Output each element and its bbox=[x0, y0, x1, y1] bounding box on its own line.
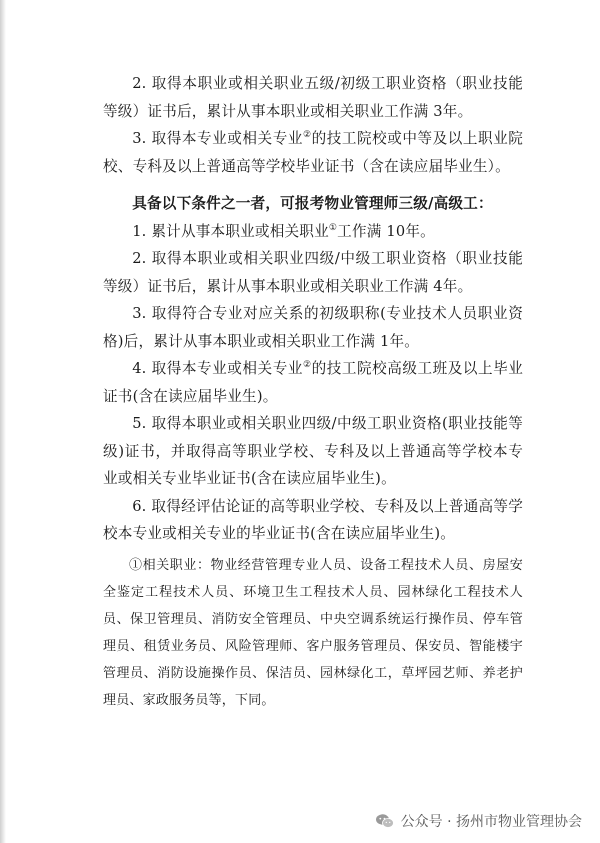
document-body bbox=[103, 70, 523, 714]
paragraph-item-4: 2. 取得本职业或相关职业四级/中级工职业资格（职业技能等级）证书后，累计从事本职业或相关职业工作满 4年。 bbox=[103, 250, 523, 295]
wechat-icon bbox=[375, 813, 395, 829]
footnote-related-jobs: ①相关职业：物业经营管理专业人员、设备工程技术人员、房屋安全鉴定工程技术人员、环境卫生工程技术人员、园林绿化工程技术人员、保卫管理员、消防安全管理员、中央空调系统运行操作员、停车管理员、租赁业务员、风险管理师、客户服务管理员、保安员、智能楼宇管理员、消防设施操作员、保洁员、园林绿化工，草坪园艺师、养老护理员、家政服务员等，下同。 bbox=[103, 557, 523, 708]
page-edge-shadow bbox=[0, 0, 6, 843]
paragraph-item-2: 3. 取得本专业或相关专业②的技工院校或中等及以上职业院校、专科及以上普通高等学校毕业证书（含在读应届毕业生）。 bbox=[103, 130, 523, 175]
paragraph-item-8: 6. 取得经评估论证的高等职业学校、专科及以上普通高等学校本专业或相关专业的毕业证书(含在读应届毕业生)。 bbox=[103, 497, 523, 542]
section-heading: 具备以下条件之一者，可报考物业管理师三级/高级工： bbox=[132, 195, 493, 212]
paragraph-item-6: 4. 取得本专业或相关专业②的技工院校高级工班及以上毕业证书(含在读应届毕业生)。 bbox=[103, 360, 523, 405]
paragraph-item-7: 5. 取得本职业或相关职业四级/中级工职业资格(职业技能等级)证书，并取得高等职业学校、专科及以上普通高等学校本专业或相关专业毕业证书(含在读应届毕业生)。 bbox=[103, 415, 523, 487]
paragraph-item-3: 1. 累计从事本职业或相关职业①工作满 10年。 bbox=[132, 222, 435, 240]
source-watermark bbox=[375, 811, 582, 831]
paragraph-item-5: 3. 取得符合专业对应关系的初级职称(专业技术人员职业资格)后，累计从事本职业或相关职业工作满 1年。 bbox=[103, 305, 523, 350]
source-label: 公众号 · 扬州市物业管理协会 bbox=[400, 814, 582, 830]
paragraph-item-1: 2. 取得本职业或相关职业五级/初级工职业资格（职业技能等级）证书后，累计从事本职业或相关职业工作满 3年。 bbox=[103, 75, 523, 120]
